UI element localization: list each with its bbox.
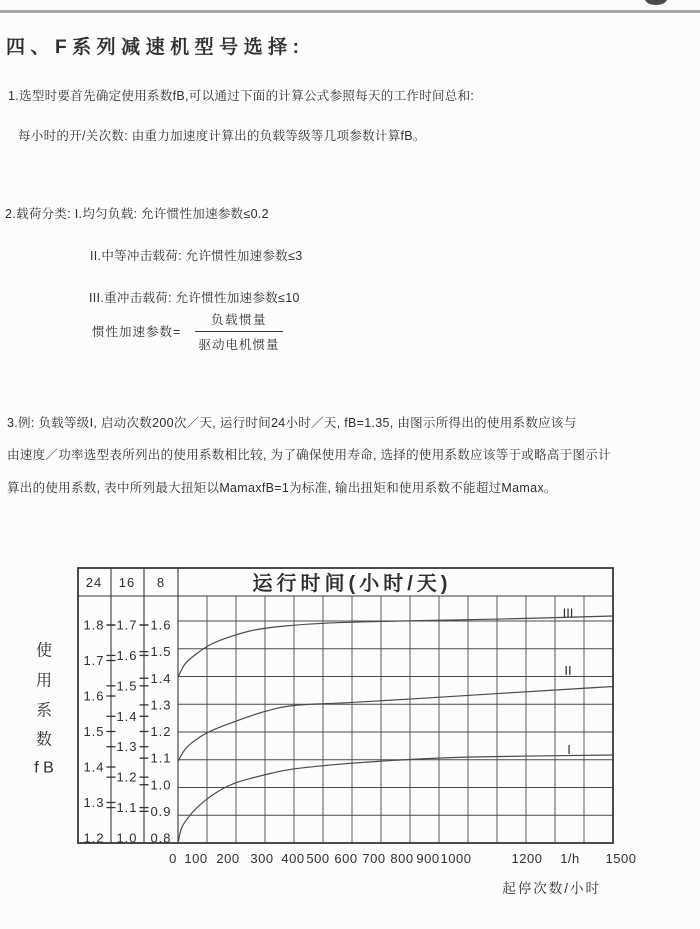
y-axis-caption	[34, 642, 54, 777]
svg-text:1.6: 1.6	[116, 647, 138, 663]
chart-header	[86, 571, 452, 595]
paragraph-3-line-3: 算出的使用系数, 表中所列最大扭矩以MamaxfB=1为标准, 输出扭矩和使用系数不能超过Mamax。	[7, 481, 557, 495]
formula-numerator: 负载惯量	[195, 310, 283, 332]
paragraph-2-line-3: III.重冲击载荷: 允许惯性加速参数≤10	[89, 291, 300, 305]
fb-selection-chart	[0, 555, 700, 929]
formula-denominator: 驱动电机惯量	[198, 338, 280, 352]
paragraph-2-line-1: 2.载荷分类: I.均匀负载: 允许惯性加速参数≤0.2	[5, 207, 269, 221]
svg-text:1.2: 1.2	[83, 830, 105, 846]
paragraph-2-line-2: II.中等冲击载荷: 允许惯性加速参数≤3	[90, 249, 303, 263]
svg-text:1.2: 1.2	[150, 724, 172, 739]
page-title: 四、F系列减速机型号选择:	[6, 37, 305, 58]
svg-text:f B: f B	[34, 759, 54, 777]
svg-text:1.6: 1.6	[150, 617, 172, 633]
svg-text:1.0: 1.0	[150, 777, 172, 793]
svg-text:500: 500	[306, 851, 330, 866]
svg-text:1.1: 1.1	[116, 800, 138, 816]
svg-text:1.7: 1.7	[83, 653, 105, 668]
curve-II	[178, 686, 613, 761]
svg-text:1000: 1000	[440, 851, 472, 866]
svg-text:1.6: 1.6	[83, 688, 105, 704]
svg-text:800: 800	[390, 851, 414, 866]
svg-text:1.1: 1.1	[150, 750, 172, 766]
curve-III	[178, 616, 613, 677]
svg-text:1.2: 1.2	[116, 769, 138, 785]
svg-text:1.4: 1.4	[150, 670, 172, 686]
svg-text:400: 400	[281, 851, 305, 866]
svg-text:1.3: 1.3	[150, 697, 172, 713]
svg-text:1500: 1500	[605, 851, 637, 866]
x-axis-labels	[169, 851, 636, 866]
x-axis-caption: 起停次数/小时	[502, 881, 601, 896]
svg-text:900: 900	[416, 851, 440, 866]
svg-text:1.0: 1.0	[116, 830, 138, 846]
svg-text:0.8: 0.8	[150, 830, 172, 846]
formula-lhs: 惯性加速参数=	[92, 325, 182, 339]
svg-text:1.7: 1.7	[116, 617, 138, 633]
svg-text:1.8: 1.8	[83, 617, 105, 633]
svg-text:8: 8	[156, 575, 166, 590]
svg-text:16: 16	[118, 575, 136, 590]
svg-text:数: 数	[35, 731, 53, 749]
svg-text:1/h: 1/h	[560, 851, 580, 866]
curve-label-III: III	[562, 605, 574, 621]
svg-text:300: 300	[250, 851, 274, 866]
svg-text:0: 0	[169, 851, 177, 866]
svg-text:使: 使	[35, 642, 53, 660]
svg-text:1.5: 1.5	[150, 644, 172, 660]
y-scale-labels	[83, 618, 171, 846]
svg-text:1200: 1200	[511, 851, 543, 866]
svg-text:1.4: 1.4	[116, 708, 138, 724]
svg-text:1.4: 1.4	[83, 759, 105, 775]
page-curl-icon	[645, 0, 667, 5]
svg-text:1.5: 1.5	[116, 678, 138, 694]
svg-text:用: 用	[35, 672, 53, 690]
curve-label-I: I	[567, 742, 571, 757]
svg-text:系: 系	[35, 702, 53, 720]
paragraph-1-line-1: 1.选型时要首先确定使用系数fB,可以通过下面的计算公式参照每天的工作时间总和:	[8, 89, 475, 103]
svg-text:700: 700	[362, 851, 386, 866]
curve-label-II: II	[564, 663, 572, 678]
svg-text:0.9: 0.9	[150, 803, 172, 819]
paragraph-3-line-1: 3.例: 负载等级I, 启动次数200次／天, 运行时间24小时／天, fB=1.35, 由图示所得出的使用系数应该与	[7, 416, 577, 430]
svg-text:24: 24	[85, 575, 103, 590]
paragraph-1-line-2: 每小时的开/关次数: 由重力加速度计算出的负载等级等几项参数计算fB。	[18, 129, 426, 143]
svg-text:200: 200	[216, 851, 240, 866]
formula-fraction	[195, 310, 283, 353]
svg-text:600: 600	[334, 851, 358, 866]
svg-text:1.3: 1.3	[116, 739, 138, 755]
top-divider	[0, 10, 700, 13]
svg-text:100: 100	[184, 851, 208, 866]
svg-text:运行时间(小时/天): 运行时间(小时/天)	[252, 573, 452, 595]
curve-I	[178, 755, 613, 843]
svg-text:1.5: 1.5	[83, 724, 105, 739]
paragraph-3-line-2: 由速度／功率选型表所列出的使用系数相比较, 为了确保使用寿命, 选择的使用系数应该等于或略高于图示计	[7, 448, 611, 462]
svg-text:1.3: 1.3	[83, 795, 105, 810]
